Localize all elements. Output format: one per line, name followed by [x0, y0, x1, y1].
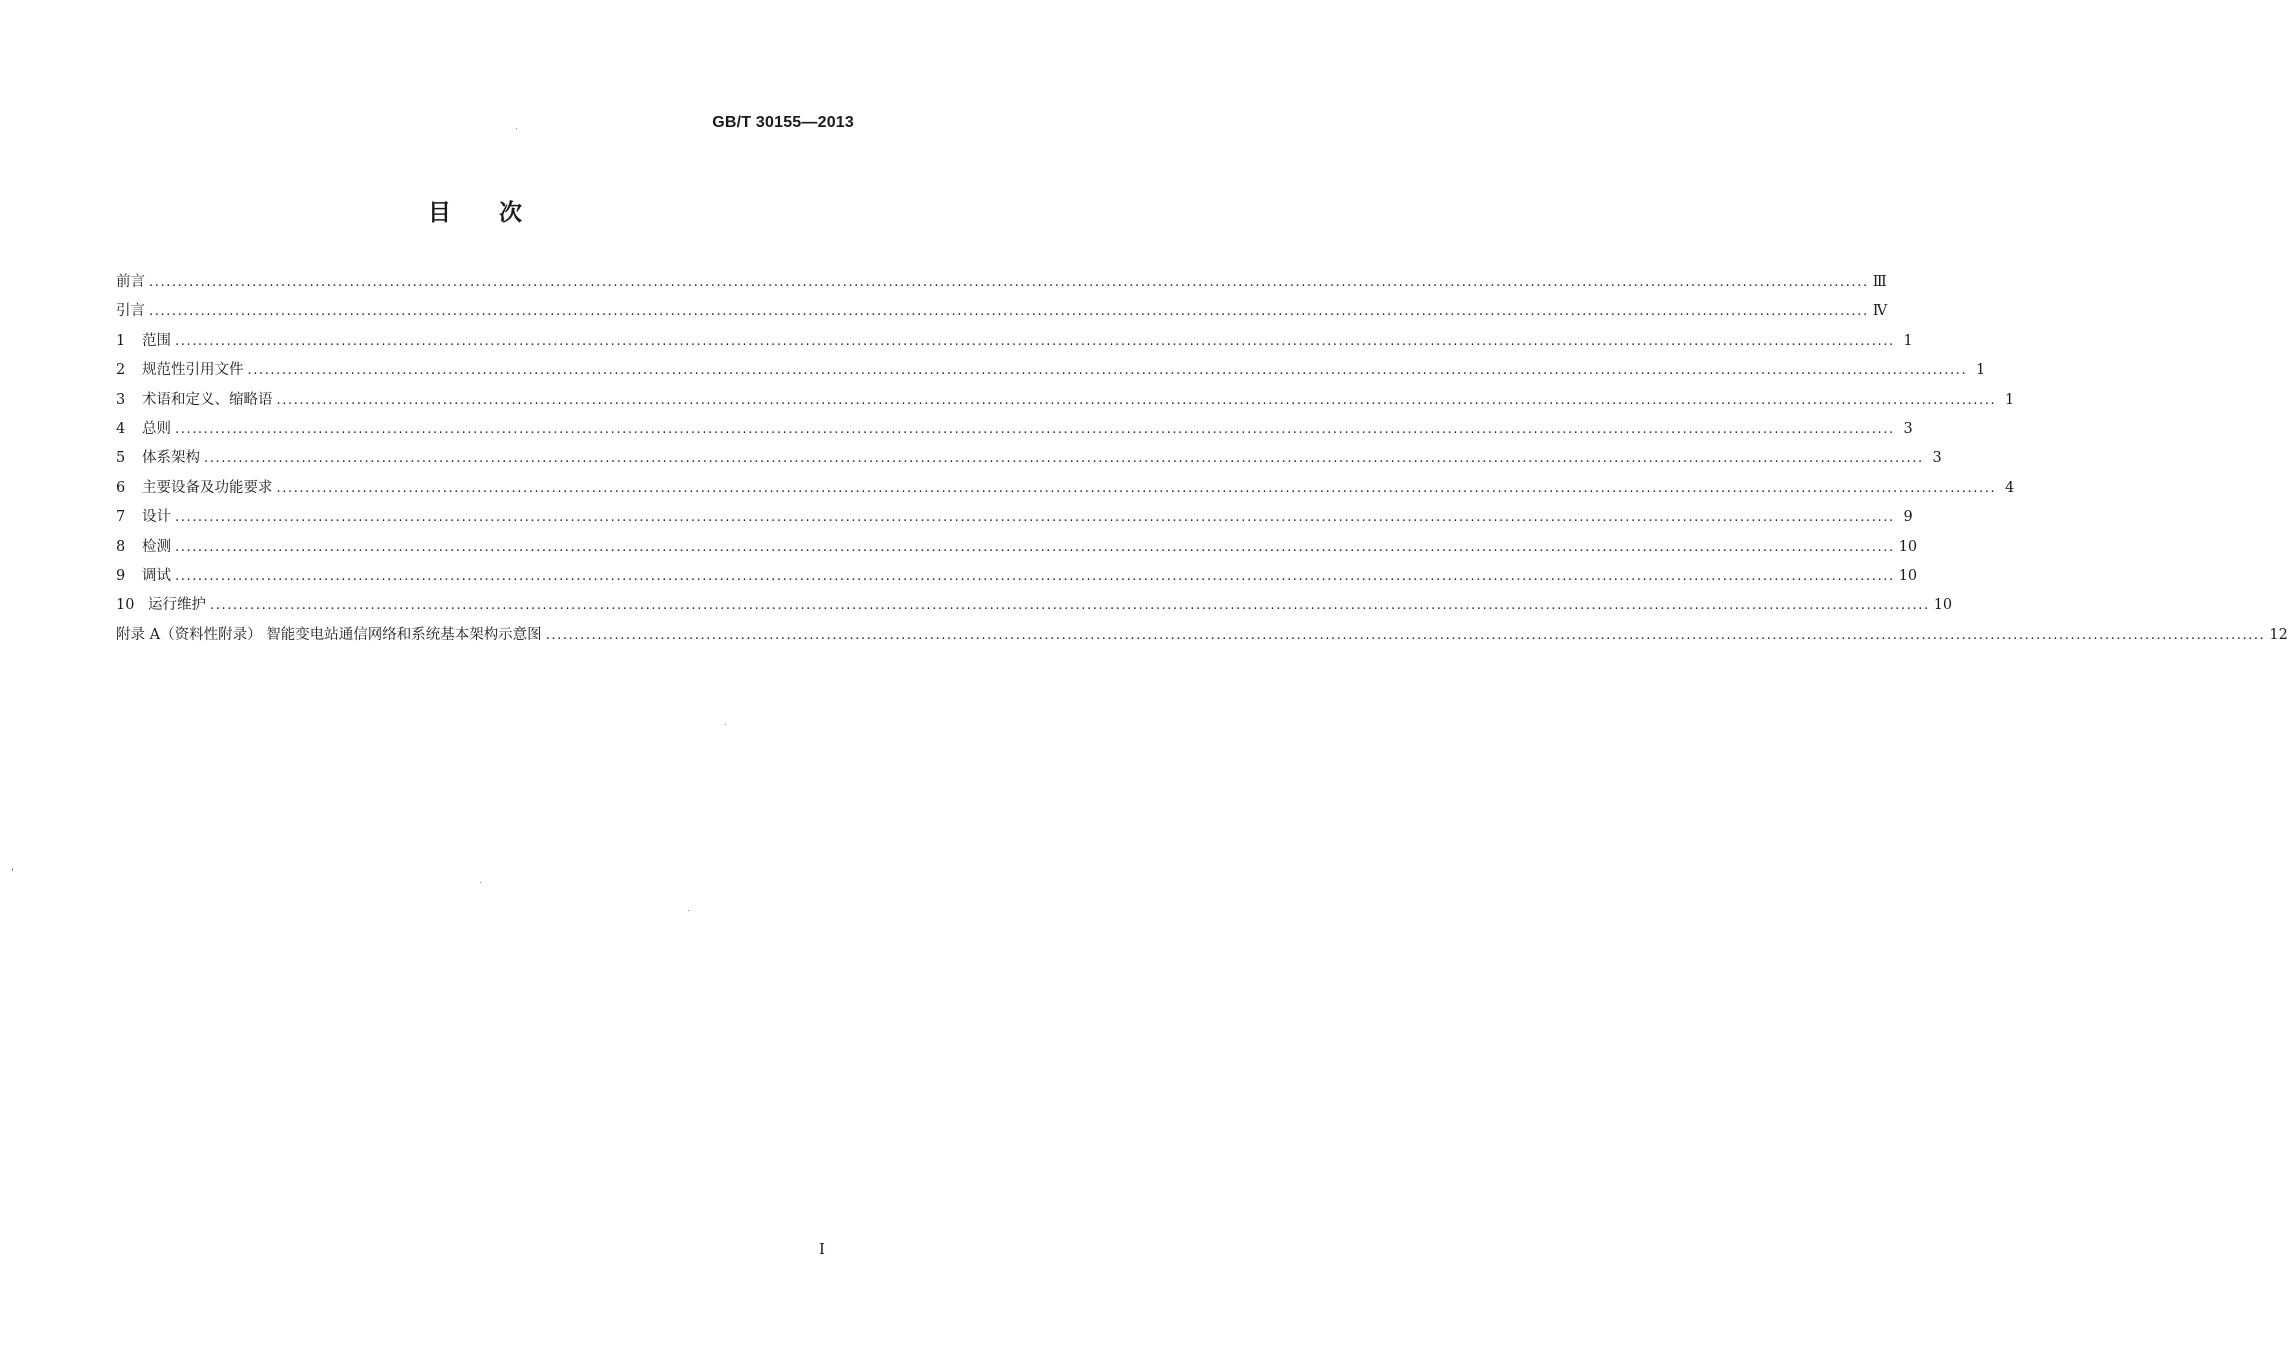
- toc-entry-page: Ⅲ: [1872, 274, 1887, 290]
- toc-entry-number: 9: [116, 567, 126, 584]
- toc-leader-dots: ............................................................................................................................................................................................................................................................................................................: [175, 539, 1895, 555]
- toc-leader-dots: ............................................................................................................................................................................................................................................................................................................: [545, 627, 2266, 643]
- toc-entry-introduction[interactable]: [116, 299, 1888, 328]
- toc-leader-dots: ............................................................................................................................................................................................................................................................................................................: [175, 510, 1895, 526]
- scan-speck: [480, 882, 481, 883]
- toc-leader-dots: ............................................................................................................................................................................................................................................................................................................: [149, 275, 1869, 290]
- toc-entry-label: 设计: [142, 509, 171, 526]
- toc-entry-page: 10: [1898, 538, 1918, 555]
- toc-entry-foreword[interactable]: [116, 270, 1887, 299]
- table-of-contents: [116, 270, 2288, 652]
- toc-entry-label: 总则: [142, 420, 171, 437]
- toc-entry-label: 检测: [142, 538, 171, 555]
- toc-entry-label: 附录 A（资料性附录） 智能变电站通信网络和系统基本架构示意图: [116, 626, 542, 643]
- toc-leader-dots: ............................................................................................................................................................................................................................................................................................................: [175, 568, 1895, 584]
- toc-entry-label: 规范性引用文件: [142, 362, 244, 379]
- toc-entry-label: 术语和定义、缩略语: [142, 391, 273, 408]
- toc-entry-label: 主要设备及功能要求: [142, 479, 273, 496]
- toc-entry-number: 1: [116, 332, 126, 349]
- toc-entry-3[interactable]: [116, 388, 2015, 417]
- scan-speck: [688, 910, 689, 911]
- toc-entry-4[interactable]: [116, 417, 1913, 446]
- toc-entry-page: Ⅳ: [1872, 303, 1888, 320]
- toc-entry-6[interactable]: [116, 476, 2015, 505]
- toc-leader-dots: ............................................................................................................................................................................................................................................................................................................: [276, 392, 1997, 408]
- standard-number: GB/T 30155—2013: [712, 114, 854, 131]
- toc-leader-dots: ............................................................................................................................................................................................................................................................................................................: [276, 480, 1997, 496]
- toc-entry-page: 10: [1933, 597, 1953, 614]
- scan-speck: [516, 128, 517, 129]
- toc-entry-page: 1: [2004, 391, 2015, 408]
- toc-entry-number: 4: [116, 420, 126, 437]
- toc-entry-page: 3: [1903, 420, 1913, 437]
- toc-entry-label: 调试: [142, 567, 171, 584]
- scan-speck: [12, 868, 13, 871]
- toc-entry-1[interactable]: [116, 329, 1913, 358]
- toc-leader-dots: ............................................................................................................................................................................................................................................................................................................: [247, 363, 1968, 379]
- toc-entry-appendix-a[interactable]: [116, 623, 2288, 652]
- toc-entry-label: 范围: [142, 332, 171, 349]
- toc-entry-page: 1: [1903, 332, 1913, 349]
- toc-entry-page: 4: [2004, 479, 2015, 496]
- toc-entry-page: 1: [1975, 362, 1986, 379]
- scan-speck: [725, 724, 726, 725]
- toc-entry-8[interactable]: [116, 535, 1918, 564]
- toc-entry-page: 9: [1903, 509, 1913, 526]
- toc-entry-page: 3: [1932, 450, 1942, 467]
- toc-entry-page: 10: [1898, 567, 1918, 584]
- toc-leader-dots: ............................................................................................................................................................................................................................................................................................................: [204, 451, 1924, 467]
- toc-entry-9[interactable]: [116, 564, 1918, 593]
- toc-entry-label: 体系架构: [142, 450, 200, 467]
- toc-leader-dots: ............................................................................................................................................................................................................................................................................................................: [210, 598, 1930, 614]
- toc-entry-7[interactable]: [116, 505, 1913, 534]
- toc-entry-10[interactable]: [116, 593, 1953, 622]
- toc-entry-2[interactable]: [116, 358, 1986, 387]
- toc-leader-dots: ............................................................................................................................................................................................................................................................................................................: [175, 333, 1895, 349]
- toc-entry-label: 运行维护: [148, 597, 206, 614]
- toc-entry-number: 6: [116, 479, 126, 496]
- toc-title-first-char: 目: [428, 200, 451, 226]
- toc-leader-dots: ............................................................................................................................................................................................................................................................................................................: [175, 421, 1895, 437]
- toc-entry-number: 10: [116, 597, 135, 614]
- page-number: I: [819, 1240, 825, 1258]
- toc-entry-label: 前言: [116, 274, 145, 290]
- toc-entry-number: 2: [116, 362, 126, 379]
- toc-entry-number: 5: [116, 450, 126, 467]
- toc-entry-number: 3: [116, 391, 126, 408]
- toc-entry-number: 7: [116, 509, 126, 526]
- toc-title: [0, 194, 950, 227]
- toc-leader-dots: ............................................................................................................................................................................................................................................................................................................: [149, 304, 1869, 320]
- toc-entry-number: 8: [116, 538, 126, 555]
- toc-title-second-char: 次: [499, 200, 522, 226]
- toc-entry-5[interactable]: [116, 446, 1942, 475]
- toc-entry-page: 12: [2269, 626, 2288, 643]
- toc-entry-label: 引言: [116, 303, 145, 320]
